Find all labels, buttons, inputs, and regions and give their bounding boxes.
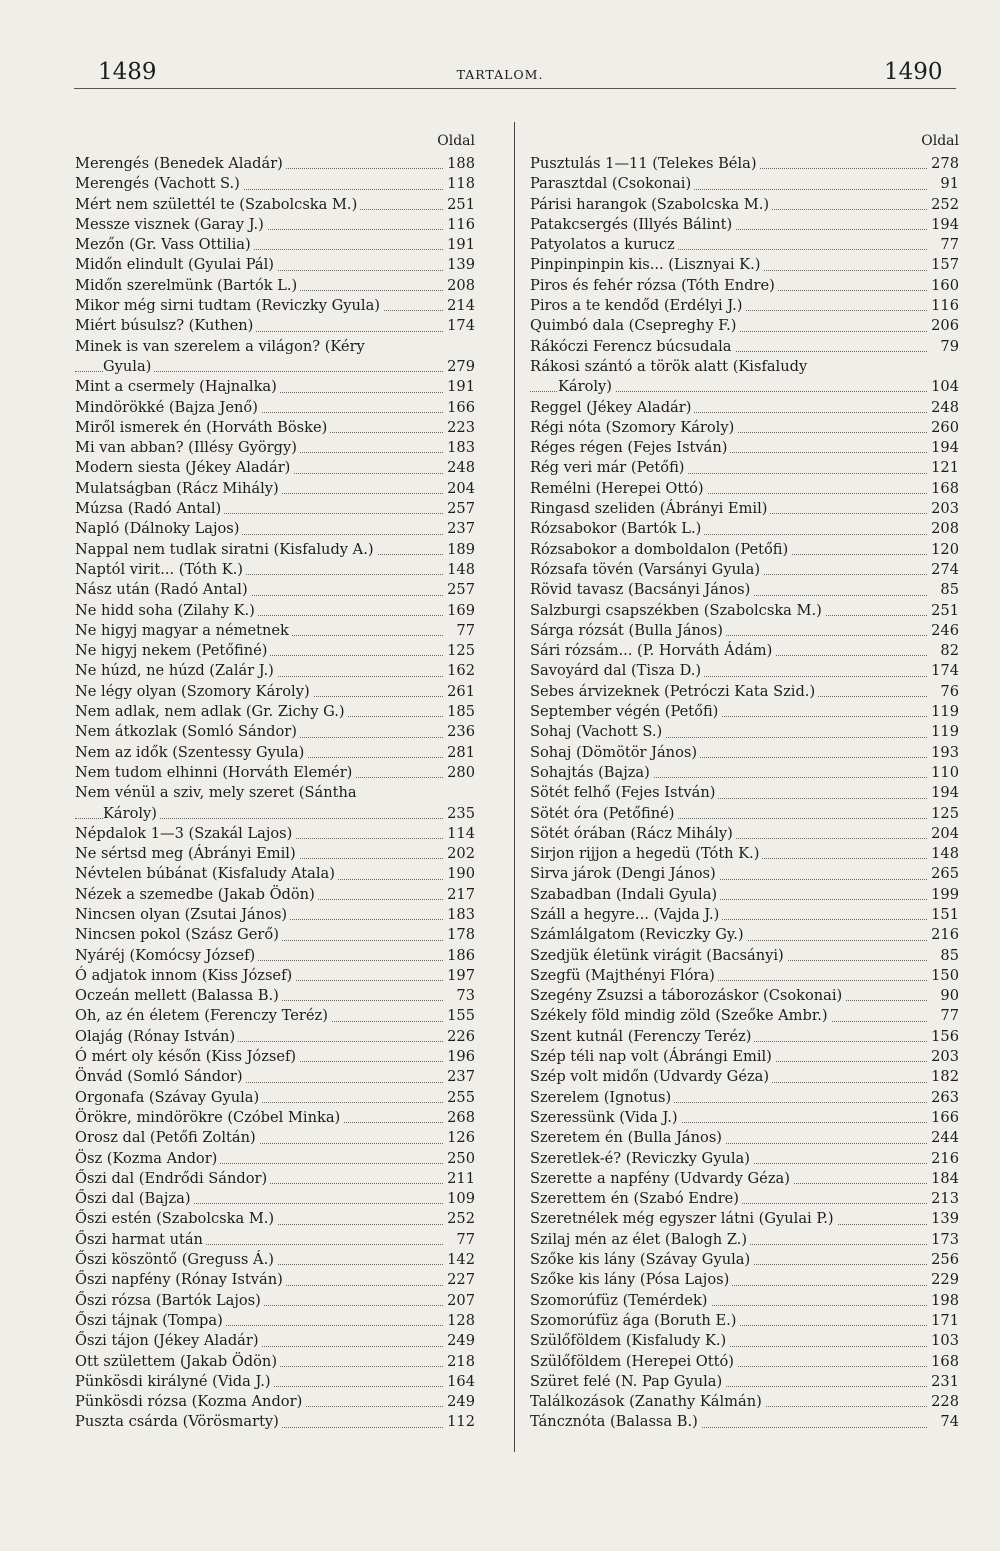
entry-page-number: 82 [937, 641, 959, 661]
entry-title: Patyolatos a kurucz [530, 235, 678, 255]
entry-page-number: 77 [937, 235, 959, 255]
entry-title: Szülőföldem (Kisfaludy K.) [530, 1331, 729, 1351]
entry-page-number: 191 [444, 377, 475, 397]
entry-title: Sirva járok (Dengi János) [530, 864, 719, 884]
entry-page-number: 182 [928, 1067, 959, 1087]
entry-page-number: 166 [928, 1108, 959, 1128]
entry-title: Oczeán mellett (Balassa B.) [75, 986, 282, 1006]
entry-page-number: 186 [444, 946, 475, 966]
entry-page-number: 202 [444, 844, 475, 864]
entry-page-number: 118 [444, 174, 475, 194]
entry-title: Ne sértsd meg (Ábrányi Emil) [75, 844, 299, 864]
entry-title: Rákóczi Ferencz búcsudala [530, 337, 735, 357]
entry-title: Szép téli nap volt (Ábrángi Emil) [530, 1047, 775, 1067]
entry-page-number: 139 [928, 1209, 959, 1229]
entry-title: Mért nem születtél te (Szabolcska M.) [75, 195, 360, 215]
entry-page-number: 125 [928, 804, 959, 824]
entry-page-number: 249 [444, 1331, 475, 1351]
entry-title: Midőn szerelmünk (Bartók L.) [75, 276, 300, 296]
entry-page-number: 189 [444, 540, 475, 560]
entry-page-number: 164 [444, 1372, 475, 1392]
entry-page-number: 250 [444, 1149, 475, 1169]
entry-page-number: 166 [444, 398, 475, 418]
entry-title: Remélni (Herepei Ottó) [530, 479, 707, 499]
entry-title: Ott születtem (Jakab Ödön) [75, 1352, 280, 1372]
entry-page-number: 119 [928, 722, 959, 742]
entry-page-number: 279 [444, 357, 475, 377]
entry-page-number: 169 [444, 601, 475, 621]
entry-page-number: 193 [928, 743, 959, 763]
entry-page-number: 116 [928, 296, 959, 316]
entry-title: Őszi napfény (Rónay István) [75, 1270, 286, 1290]
entry-title: Oh, az én életem (Ferenczy Teréz) [75, 1006, 331, 1026]
entry-page-number: 208 [444, 276, 475, 296]
right-column [530, 128, 959, 1433]
entry-title: Mezőn (Gr. Vass Ottilia) [75, 235, 254, 255]
entry-page-number: 204 [444, 479, 475, 499]
entry-page-number: 114 [444, 824, 475, 844]
entry-title: Nyáréj (Komócsy József) [75, 946, 258, 966]
header-rule [74, 88, 956, 89]
entry-page-number: 150 [928, 966, 959, 986]
entry-title: Sötét órában (Rácz Mihály) [530, 824, 736, 844]
entry-title: Nem adlak, nem adlak (Gr. Zichy G.) [75, 702, 348, 722]
entry-title: Merengés (Benedek Aladár) [75, 154, 286, 174]
entry-title: Táncznóta (Balassa B.) [530, 1412, 701, 1432]
entry-page-number: 116 [444, 215, 475, 235]
entry-title: Rózsabokor (Bartók L.) [530, 519, 704, 539]
entry-page-number: 183 [444, 438, 475, 458]
entry-page-number: 148 [444, 560, 475, 580]
entry-page-number: 199 [928, 885, 959, 905]
entry-page-number: 76 [937, 682, 959, 702]
entry-page-number: 168 [928, 479, 959, 499]
entry-title: Szent kutnál (Ferenczy Teréz) [530, 1027, 754, 1047]
header-title: TARTALOM. [456, 67, 544, 82]
entry-page-number: 174 [444, 316, 475, 336]
entry-title: Őszi dal (Bajza) [75, 1189, 194, 1209]
entry-page-number: 251 [928, 601, 959, 621]
entry-title: Rákosi szántó a török alatt (Kisfaludy [530, 357, 810, 377]
entry-title: Szilaj mén az élet (Balogh Z.) [530, 1230, 750, 1250]
entry-title: Ó mért oly későn (Kiss József) [75, 1047, 299, 1067]
entry-page-number: 204 [928, 824, 959, 844]
entry-page-number: 211 [444, 1169, 475, 1189]
entry-page-number: 260 [928, 418, 959, 438]
entry-title: Nincsen olyan (Zsutai János) [75, 905, 290, 925]
entry-page-number: 191 [444, 235, 475, 255]
entry-title: Salzburgi csapszékben (Szabolcska M.) [530, 601, 825, 621]
entry-title: Nem vénül a sziv, mely szeret (Sántha [75, 783, 360, 803]
entry-page-number: 190 [444, 864, 475, 884]
entry-title: Rózsabokor a domboldalon (Petőfi) [530, 540, 791, 560]
entry-page-number: 194 [928, 215, 959, 235]
entry-page-number: 188 [444, 154, 475, 174]
entry-title: Szeretem én (Bulla János) [530, 1128, 725, 1148]
column-label-right: Oldal [921, 133, 959, 149]
entry-title: Sohajtás (Bajza) [530, 763, 653, 783]
entry-title: Szerette a napfény (Udvardy Géza) [530, 1169, 793, 1189]
entry-title: Szegfü (Majthényi Flóra) [530, 966, 718, 986]
entry-title: Őszi tájon (Jékey Aladár) [75, 1331, 262, 1351]
entry-title: Pinpinpinpin kis... (Lisznyai K.) [530, 255, 763, 275]
entry-page-number: 77 [937, 1006, 959, 1026]
entry-page-number: 126 [444, 1128, 475, 1148]
entry-title: Névtelen búbánat (Kisfaludy Atala) [75, 864, 338, 884]
toc-entry [75, 1412, 475, 1432]
entry-title: Nász után (Radó Antal) [75, 580, 251, 600]
entry-page-number: 216 [928, 1149, 959, 1169]
entry-page-number: 252 [444, 1209, 475, 1229]
entry-page-number: 203 [928, 499, 959, 519]
entry-page-number: 237 [444, 519, 475, 539]
entry-title: Merengés (Vachott S.) [75, 174, 243, 194]
entry-page-number: 237 [444, 1067, 475, 1087]
entry-page-number: 257 [444, 499, 475, 519]
entry-page-number: 213 [928, 1189, 959, 1209]
entry-page-number: 265 [928, 864, 959, 884]
entry-page-number: 162 [444, 661, 475, 681]
entry-title: Sohaj (Vachott S.) [530, 722, 665, 742]
entry-title: Sári rózsám... (P. Horváth Ádám) [530, 641, 775, 661]
entry-title: Ringasd szeliden (Ábrányi Emil) [530, 499, 770, 519]
entry-page-number: 120 [928, 540, 959, 560]
entry-page-number: 226 [444, 1027, 475, 1047]
toc-list-right [530, 154, 959, 1433]
entry-page-number: 256 [928, 1250, 959, 1270]
entry-title: Szomorúfüz ága (Boruth E.) [530, 1311, 739, 1331]
page-number-right: 1490 [884, 59, 943, 85]
entry-page-number: 251 [444, 195, 475, 215]
entry-page-number: 110 [928, 763, 959, 783]
entry-title: Számlálgatom (Reviczky Gy.) [530, 925, 747, 945]
entry-page-number: 125 [444, 641, 475, 661]
entry-page-number: 121 [928, 458, 959, 478]
entry-page-number: 228 [928, 1392, 959, 1412]
entry-title: Ne légy olyan (Szomory Károly) [75, 682, 313, 702]
entry-title: Nem átkozlak (Somló Sándor) [75, 722, 300, 742]
entry-title: Párisi harangok (Szabolcska M.) [530, 195, 772, 215]
entry-page-number: 194 [928, 438, 959, 458]
entry-title: Őszi tájnak (Tompa) [75, 1311, 226, 1331]
entry-page-number: 85 [937, 580, 959, 600]
toc-entry [530, 337, 959, 357]
entry-title: Réges régen (Fejes István) [530, 438, 730, 458]
entry-title-continued: Károly) [558, 377, 615, 397]
entry-title: Szerelem (Ignotus) [530, 1088, 674, 1108]
entry-title: Őszi dal (Endrődi Sándor) [75, 1169, 270, 1189]
entry-title: Népdalok 1—3 (Szakál Lajos) [75, 824, 295, 844]
entry-title: Sárga rózsát (Bulla János) [530, 621, 726, 641]
entry-page-number: 236 [444, 722, 475, 742]
entry-page-number: 280 [444, 763, 475, 783]
entry-page-number: 128 [444, 1311, 475, 1331]
entry-title: Puszta csárda (Vörösmarty) [75, 1412, 282, 1432]
entry-title: Ne hidd soha (Zilahy K.) [75, 601, 258, 621]
entry-title: Régi nóta (Szomory Károly) [530, 418, 737, 438]
entry-page-number: 178 [444, 925, 475, 945]
entry-page-number: 227 [444, 1270, 475, 1290]
entry-title: Száll a hegyre... (Vajda J.) [530, 905, 722, 925]
entry-title: Őszi estén (Szabolcska M.) [75, 1209, 277, 1229]
entry-title: Sötét óra (Petőfiné) [530, 804, 678, 824]
entry-page-number: 79 [937, 337, 959, 357]
page-header [0, 55, 1000, 95]
entry-title: Őszi rózsa (Bartók Lajos) [75, 1291, 264, 1311]
entry-page-number: 203 [928, 1047, 959, 1067]
entry-title: Quimbó dala (Csepreghy F.) [530, 316, 739, 336]
page-number-left: 1489 [98, 59, 157, 85]
entry-title: Savoyárd dal (Tisza D.) [530, 661, 704, 681]
entry-page-number: 255 [444, 1088, 475, 1108]
entry-page-number: 198 [928, 1291, 959, 1311]
entry-title: September végén (Petőfi) [530, 702, 721, 722]
entry-title: Messze visznek (Garay J.) [75, 215, 267, 235]
entry-title: Parasztdal (Csokonai) [530, 174, 694, 194]
entry-title: Patakcsergés (Illyés Bálint) [530, 215, 735, 235]
entry-page-number: 109 [444, 1189, 475, 1209]
entry-page-number: 197 [444, 966, 475, 986]
entry-title: Nem az idők (Szentessy Gyula) [75, 743, 307, 763]
entry-page-number: 77 [453, 621, 475, 641]
entry-page-number: 151 [928, 905, 959, 925]
entry-title: Szüret felé (N. Pap Gyula) [530, 1372, 725, 1392]
entry-title: Önvád (Somló Sándor) [75, 1067, 246, 1087]
entry-page-number: 214 [444, 296, 475, 316]
entry-page-number: 274 [928, 560, 959, 580]
entry-page-number: 183 [444, 905, 475, 925]
entry-page-number: 155 [444, 1006, 475, 1026]
entry-page-number: 77 [453, 1230, 475, 1250]
entry-title: Rég veri már (Petőfi) [530, 458, 688, 478]
entry-page-number: 278 [928, 154, 959, 174]
entry-page-number: 104 [928, 377, 959, 397]
entry-title: Szegény Zsuzsi a táborozáskor (Csokonai) [530, 986, 845, 1006]
entry-title: Ne higyj nekem (Petőfiné) [75, 641, 270, 661]
entry-title: Szeretlek-é? (Reviczky Gyula) [530, 1149, 753, 1169]
entry-title: Őszi harmat után [75, 1230, 206, 1250]
entry-page-number: 208 [928, 519, 959, 539]
entry-title: Nincsen pokol (Szász Gerő) [75, 925, 282, 945]
entry-title: Orgonafa (Szávay Gyula) [75, 1088, 262, 1108]
entry-title: Pünkösdi rózsa (Kozma Andor) [75, 1392, 305, 1412]
entry-title: Szomorúfüz (Temérdek) [530, 1291, 711, 1311]
entry-page-number: 246 [928, 621, 959, 641]
entry-title: Találkozások (Zanathy Kálmán) [530, 1392, 765, 1412]
entry-title: Piros a te kendőd (Erdélyi J.) [530, 296, 745, 316]
entry-title: Naptól virit... (Tóth K.) [75, 560, 246, 580]
entry-title: Őszi köszöntő (Greguss Á.) [75, 1250, 277, 1270]
entry-page-number: 184 [928, 1169, 959, 1189]
entry-title: Pünkösdi királyné (Vida J.) [75, 1372, 274, 1392]
entry-page-number: 223 [444, 418, 475, 438]
entry-page-number: 217 [444, 885, 475, 905]
entry-page-number: 235 [444, 804, 475, 824]
entry-title-continued: Károly) [103, 804, 160, 824]
entry-page-number: 248 [444, 458, 475, 478]
toc-entry [75, 316, 475, 336]
entry-title: Reggel (Jékey Aladár) [530, 398, 694, 418]
entry-title: Pusztulás 1—11 (Telekes Béla) [530, 154, 760, 174]
entry-title: Sirjon rijjon a hegedü (Tóth K.) [530, 844, 762, 864]
entry-page-number: 216 [928, 925, 959, 945]
column-label-left: Oldal [437, 133, 475, 149]
entry-title: Sötét felhő (Fejes István) [530, 783, 718, 803]
entry-title: Nézek a szemedbe (Jakab Ödön) [75, 885, 318, 905]
entry-page-number: 157 [928, 255, 959, 275]
entry-page-number: 74 [937, 1412, 959, 1432]
entry-title: Modern siesta (Jékey Aladár) [75, 458, 293, 478]
entry-title: Szabadban (Indali Gyula) [530, 885, 720, 905]
entry-page-number: 218 [444, 1352, 475, 1372]
entry-title: Sebes árvizeknek (Petróczi Kata Szid.) [530, 682, 818, 702]
entry-title: Sohaj (Dömötör János) [530, 743, 700, 763]
entry-title: Rövid tavasz (Bacsányi János) [530, 580, 753, 600]
entry-page-number: 249 [444, 1392, 475, 1412]
entry-title: Midőn elindult (Gyulai Pál) [75, 255, 277, 275]
entry-title: Múzsa (Radó Antal) [75, 499, 224, 519]
entry-title: Orosz dal (Petőfi Zoltán) [75, 1128, 259, 1148]
entry-page-number: 248 [928, 398, 959, 418]
entry-page-number: 168 [928, 1352, 959, 1372]
entry-page-number: 281 [444, 743, 475, 763]
entry-page-number: 103 [928, 1331, 959, 1351]
entry-title: Szerettem én (Szabó Endre) [530, 1189, 742, 1209]
entry-title: Mint a csermely (Hajnalka) [75, 377, 280, 397]
entry-page-number: 268 [444, 1108, 475, 1128]
entry-page-number: 174 [928, 661, 959, 681]
entry-page-number: 196 [444, 1047, 475, 1067]
entry-title: Nappal nem tudlak siratni (Kisfaludy A.) [75, 540, 377, 560]
entry-page-number: 142 [444, 1250, 475, 1270]
entry-title: Ne higyj magyar a németnek [75, 621, 292, 641]
entry-title: Mindörökké (Bajza Jenő) [75, 398, 261, 418]
left-column [75, 128, 475, 1433]
entry-title: Miről ismerek én (Horváth Böske) [75, 418, 330, 438]
entry-title: Mulatságban (Rácz Mihály) [75, 479, 282, 499]
entry-page-number: 229 [928, 1270, 959, 1290]
entry-title: Mi van abban? (Illésy György) [75, 438, 300, 458]
entry-title: Piros és fehér rózsa (Tóth Endre) [530, 276, 778, 296]
entry-title: Napló (Dálnoky Lajos) [75, 519, 242, 539]
entry-page-number: 263 [928, 1088, 959, 1108]
toc-entry [75, 763, 475, 783]
entry-page-number: 85 [937, 946, 959, 966]
entry-page-number: 261 [444, 682, 475, 702]
entry-title: Székely föld mindig zöld (Szeőke Ambr.) [530, 1006, 831, 1026]
entry-page-number: 73 [453, 986, 475, 1006]
entry-page-number: 173 [928, 1230, 959, 1250]
entry-page-number: 119 [928, 702, 959, 722]
entry-title-continued: Gyula) [103, 357, 154, 377]
entry-page-number: 206 [928, 316, 959, 336]
entry-title: Szép volt midőn (Udvardy Géza) [530, 1067, 772, 1087]
entry-page-number: 231 [928, 1372, 959, 1392]
entry-title: Rózsafa tövén (Varsányi Gyula) [530, 560, 763, 580]
entry-page-number: 156 [928, 1027, 959, 1047]
entry-title: Szeretnélek még egyszer látni (Gyulai P.) [530, 1209, 837, 1229]
entry-page-number: 112 [444, 1412, 475, 1432]
entry-title: Örökre, mindörökre (Czóbel Minka) [75, 1108, 343, 1128]
entry-page-number: 252 [928, 195, 959, 215]
entry-title: Mikor még sirni tudtam (Reviczky Gyula) [75, 296, 383, 316]
toc-entry [530, 1412, 959, 1432]
entry-title: Nem tudom elhinni (Horváth Elemér) [75, 763, 355, 783]
entry-page-number: 171 [928, 1311, 959, 1331]
entry-page-number: 194 [928, 783, 959, 803]
entry-title: Ne húzd, ne húzd (Zalár J.) [75, 661, 277, 681]
entry-page-number: 160 [928, 276, 959, 296]
entry-title: Szeressünk (Vida J.) [530, 1108, 681, 1128]
entry-title: Ó adjatok innom (Kiss József) [75, 966, 295, 986]
entry-title: Minek is van szerelem a világon? (Kéry [75, 337, 368, 357]
toc-list-left [75, 154, 475, 1433]
entry-title: Szedjük életünk virágit (Bacsányi) [530, 946, 787, 966]
column-divider [514, 122, 515, 1452]
entry-title: Szülőföldem (Herepei Ottó) [530, 1352, 737, 1372]
entry-page-number: 207 [444, 1291, 475, 1311]
entry-title: Olajág (Rónay István) [75, 1027, 238, 1047]
entry-page-number: 91 [937, 174, 959, 194]
entry-page-number: 148 [928, 844, 959, 864]
entry-page-number: 185 [444, 702, 475, 722]
entry-title: Miért búsulsz? (Kuthen) [75, 316, 256, 336]
entry-page-number: 139 [444, 255, 475, 275]
entry-title: Szőke kis lány (Szávay Gyula) [530, 1250, 753, 1270]
entry-page-number: 257 [444, 580, 475, 600]
entry-page-number: 244 [928, 1128, 959, 1148]
entry-title: Szőke kis lány (Pósa Lajos) [530, 1270, 732, 1290]
entry-page-number: 90 [937, 986, 959, 1006]
entry-title: Ösz (Kozma Andor) [75, 1149, 220, 1169]
